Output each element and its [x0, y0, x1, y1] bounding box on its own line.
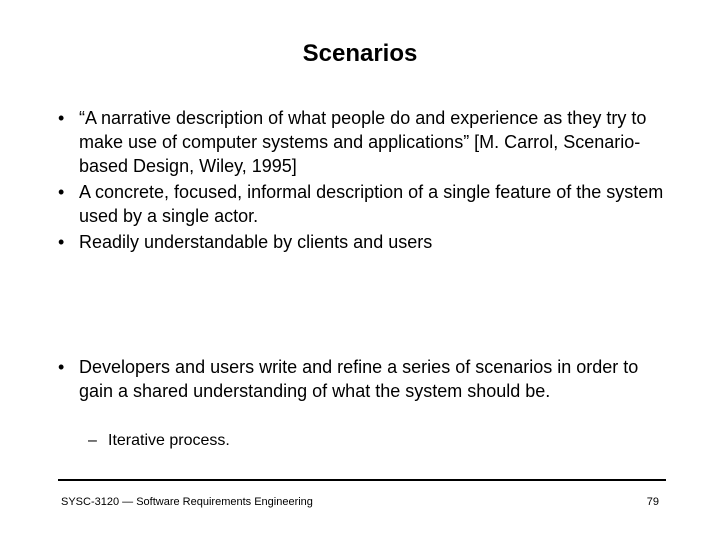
bullet-item	[58, 230, 668, 254]
slide-title: Scenarios	[302, 40, 418, 67]
bullet-text: Developers and users write and refine a series of scenarios in order to gain a shared understanding of what the system should be.	[79, 357, 639, 401]
footer-divider	[58, 479, 666, 481]
bullet-list-top	[58, 106, 668, 256]
sub-bullet-item	[88, 430, 230, 452]
bullet-text: A concrete, focused, informal description of a single feature of the system used by a single actor.	[79, 182, 664, 226]
bullet-item	[58, 106, 668, 178]
footer-course-title: SYSC-3120 — Software Requirements Engineering	[61, 496, 313, 508]
bullet-icon: •	[58, 182, 65, 202]
bullet-list-bottom	[58, 355, 668, 405]
bullet-icon: •	[58, 357, 65, 377]
bullet-icon: •	[58, 232, 65, 252]
footer-page-number: 79	[646, 496, 659, 508]
sub-bullet-text: Iterative process.	[108, 432, 230, 449]
bullet-text: Readily understandable by clients and users	[79, 232, 433, 252]
bullet-text: “A narrative description of what people do and experience as they try to make use of computer systems and applications” [M. Carrol, Scenario-based Design, Wiley, 1995]	[79, 108, 647, 176]
bullet-item	[58, 355, 668, 403]
bullet-item	[58, 180, 668, 228]
dash-icon: –	[88, 432, 97, 449]
bullet-icon: •	[58, 108, 65, 128]
